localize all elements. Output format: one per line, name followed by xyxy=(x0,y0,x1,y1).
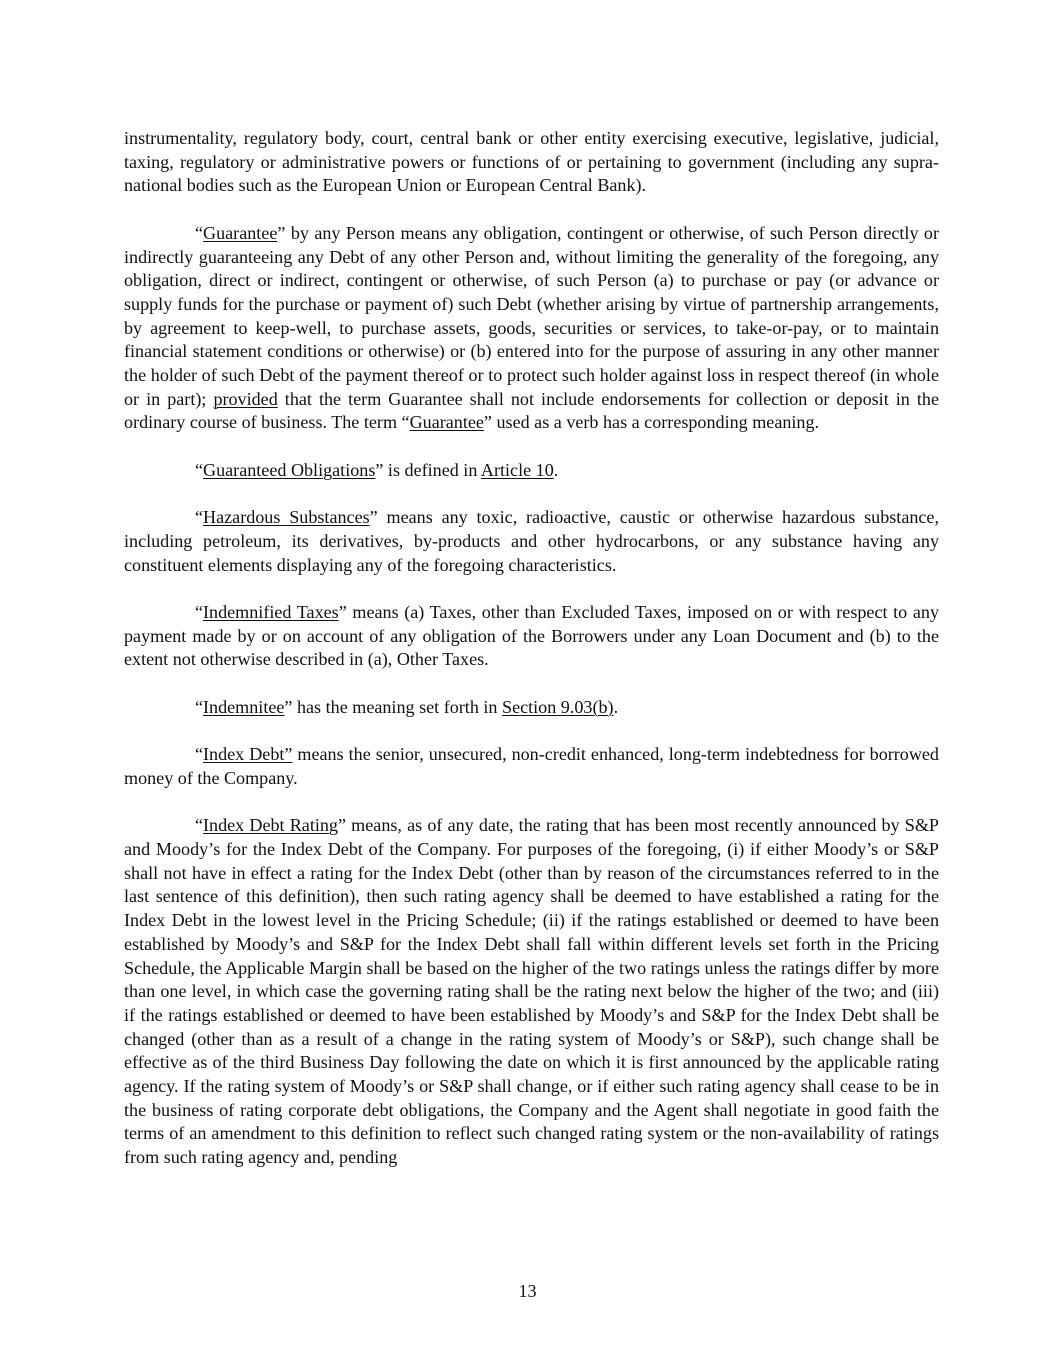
defined-term-hazardous-substances: Hazardous Substances xyxy=(203,507,370,528)
page-number: 13 xyxy=(518,1281,537,1301)
text-segment: ” means (a) Taxes, other than Excluded Taxes, imposed on or with respect to any payment made by or on account of any obligation of the Borrowers under any Loan Document and (b) to the extent not otherwise described in (a), Other Taxes. xyxy=(124,602,939,670)
definition-indemnitee xyxy=(124,696,939,720)
text-segment: “ xyxy=(195,507,204,528)
text-segment: ” is defined in xyxy=(375,459,481,480)
defined-term-index-debt-rating: Index Debt Rating xyxy=(203,815,338,836)
definition-index-debt xyxy=(124,743,939,790)
defined-term-guaranteed-obligations: Guaranteed Obligations xyxy=(203,459,376,480)
text-segment: that the term Guarantee shall not include endorsements for collection or deposit in the ordinary course of business. The term “ xyxy=(124,388,939,433)
text-segment: ” means, as of any date, the rating that has been most recently announced by S&P and Moody’s for the Index Debt of the Company. For purposes of the foregoing, (i) if either Moody’s or S&P shall not have in effect a rating for the Index Debt (other than by reason of the circumstances referred to in the last sentence of this definition), then such rating agency shall be deemed to have established a rating for the Index Debt in the lowest level in the Pricing Schedule; (ii) if the ratings established or deemed to have been established by Moody’s and S&P for the Index Debt shall fall within different levels set forth in the Pricing Schedule, the Applicable Margin shall be based on the higher of the two ratings unless the ratings differ by more than one level, in which case the governing rating shall be the rating next below the higher of the two; and (iii) if the ratings established or deemed to have been established by Moody’s and S&P for the Index Debt shall be changed (other than as a result of a change in the rating system of Moody’s or S&P), such change shall be effective as of the third Business Day following the date on which it is first announced by the applicable rating agency. If the rating system of Moody’s or S&P shall change, or if either such rating agency shall cease to be in the business of rating corporate debt obligations, the Company and the Agent shall negotiate in good faith the terms of an amendment to this definition to reflect such changed rating system or the non-availability of ratings from such rating agency and, pending xyxy=(124,815,939,1168)
defined-term-indemnitee: Indemnitee xyxy=(203,696,285,717)
text-segment: “ xyxy=(195,696,204,717)
defined-term-indemnified-taxes: Indemnified Taxes xyxy=(203,602,339,622)
text-segment: ” used as a verb has a corresponding meaning. xyxy=(483,412,820,433)
text-segment: ” by any Person means any obligation, contingent or otherwise, of such Person directly or indirectly guaranteeing any Debt of any other Person and, without limiting the generality of the foregoing, any obligation, direct or indirect, contingent or otherwise, of such Person (a) to purchase or pay (or advance or supply funds for the purchase or payment of) such Debt (whether arising by virtue of partnership arrangements, by agreement to keep-well, to purchase assets, goods, securities or services, to take-or-pay, or to maintain financial statement conditions or otherwise) or (b) entered into for the purpose of assuring in any other manner the holder of such Debt of the payment thereof or to protect such holder against loss in respect thereof (in whole or in part); xyxy=(124,222,939,409)
defined-term-index-debt: Index Debt” xyxy=(203,744,293,765)
definition-guarantee xyxy=(124,222,939,435)
text-segment: “ xyxy=(195,744,204,765)
text-segment: ” means any toxic, radioactive, caustic or otherwise hazardous substance, including petroleum, its derivatives, by-products and other hydrocarbons, or any substance having any constituent elements displaying any of the foregoing characteristics. xyxy=(124,507,939,575)
text-segment: instrumentality, regulatory body, court, central bank or other entity exercising executive, legislative, judicial, taxing, regulatory or administrative powers or functions of or pertaining to government (including any supra-national bodies such as the European Union or European Central Bank). xyxy=(124,128,939,196)
text-segment: “ xyxy=(195,459,204,480)
definition-guaranteed-obligations xyxy=(124,459,939,483)
cross-reference-section-9-03-b: Section 9.03(b) xyxy=(502,696,614,717)
definition-hazardous-substances xyxy=(124,506,939,577)
emphasis-provided: provided xyxy=(213,388,278,409)
text-segment: . xyxy=(553,459,559,480)
defined-term-guarantee: Guarantee xyxy=(203,222,278,243)
definition-indemnified-taxes xyxy=(124,601,939,672)
cross-reference-article-10: Article 10 xyxy=(480,459,554,480)
document-page xyxy=(124,127,939,1194)
text-segment: ” has the meaning set forth in xyxy=(284,696,502,717)
text-segment: . xyxy=(613,696,619,717)
definition-index-debt-rating xyxy=(124,814,939,1170)
text-segment: “ xyxy=(195,222,204,243)
text-segment: “ xyxy=(195,815,204,836)
defined-term-guarantee-verb: Guarantee xyxy=(409,412,484,433)
paragraph-government-authority-continuation xyxy=(124,127,939,198)
text-segment: means the senior, unsecured, non-credit enhanced, long-term indebtedness for borrowed money of the Company. xyxy=(124,744,939,788)
text-segment: “ xyxy=(195,602,204,622)
